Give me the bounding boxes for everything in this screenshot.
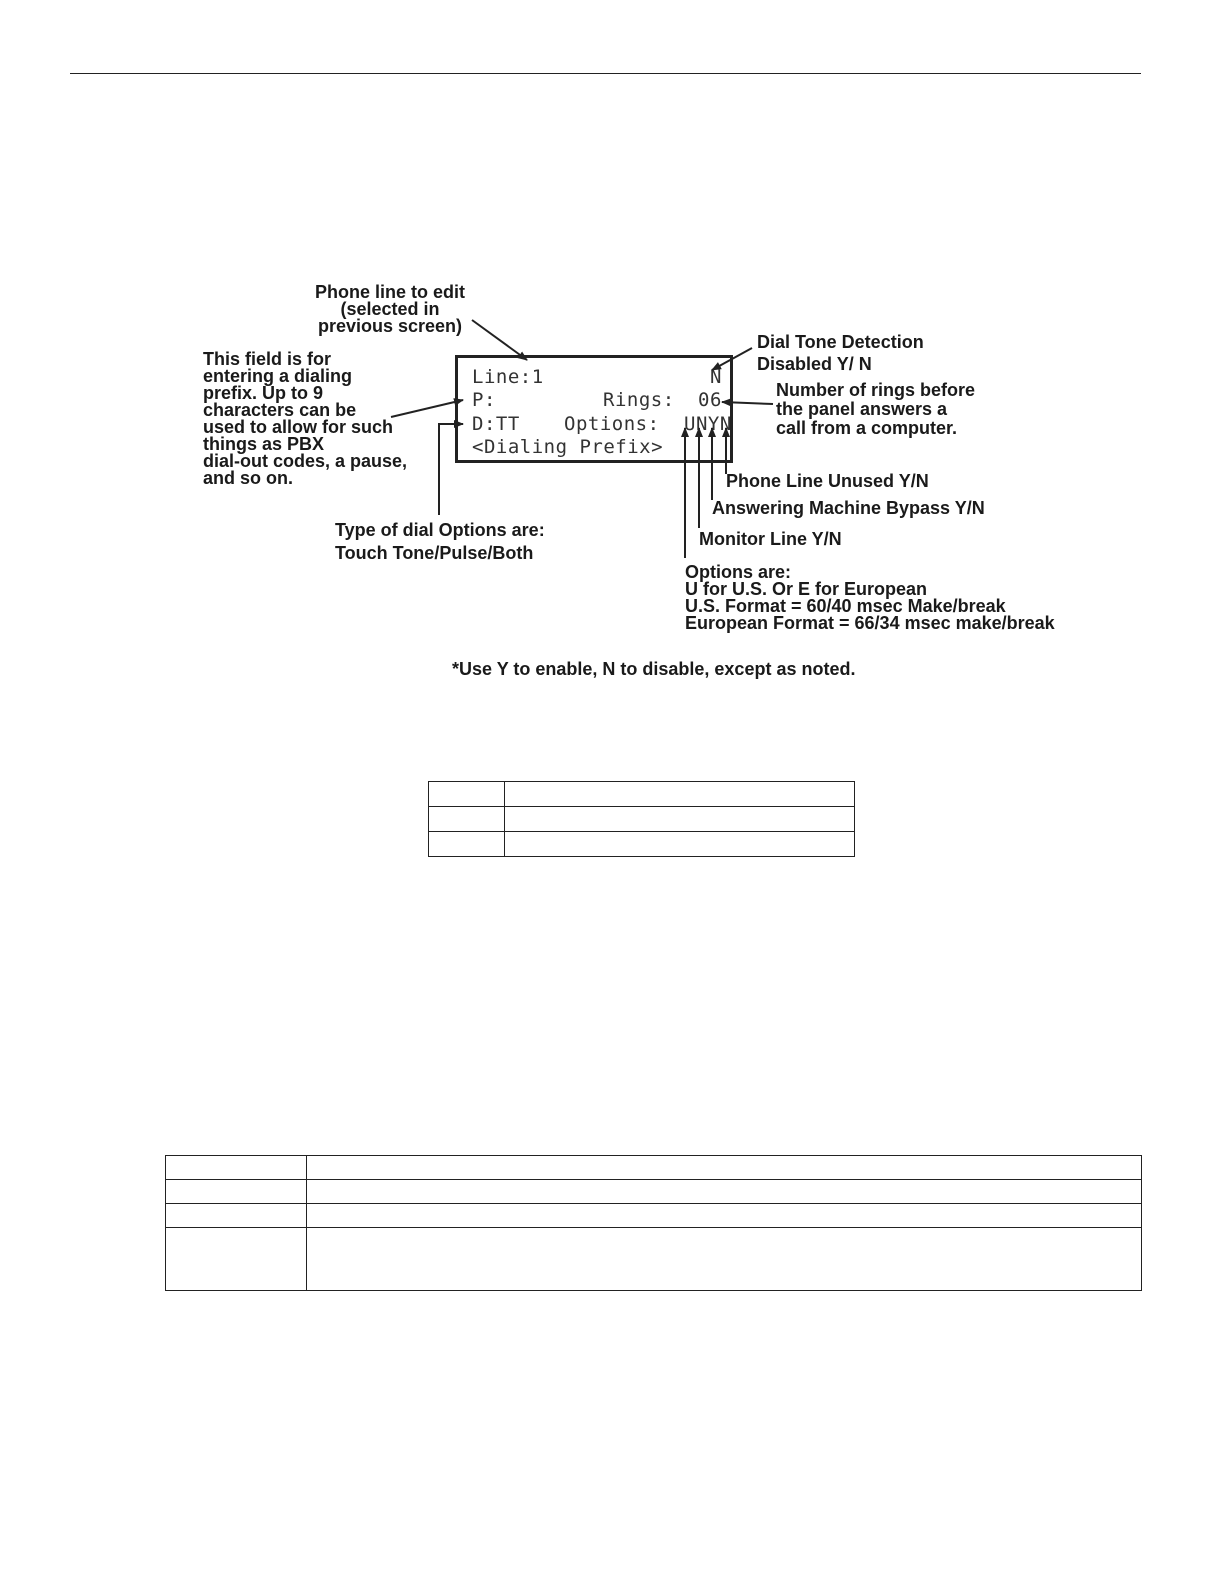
table-row <box>429 807 855 832</box>
arrow-rings <box>722 402 773 404</box>
label-options: Options are: U for U.S. Or E for European U.S. Format = 60/40 msec Make/break European Format = 66/34 msec make/break <box>685 562 1055 633</box>
lcd-options-label: Options: <box>564 413 660 435</box>
arrow-dialing-prefix <box>391 400 463 417</box>
label-dialing-prefix-field: This field is for entering a dialing prefix. Up to 9 characters can be used to allow for such things as PBX dial-out codes, a pause, and so on. <box>203 349 408 488</box>
phone-line-diagram <box>0 0 1224 700</box>
arrow-dial-type <box>439 424 463 515</box>
table-row <box>429 832 855 857</box>
table-row <box>166 1156 1142 1180</box>
arrow-dial-tone <box>712 348 752 370</box>
arrow-phone-line-edit <box>472 320 527 360</box>
enable-disable-note: *Use Y to enable, N to disable, except as noted. <box>452 659 856 679</box>
table-row <box>429 782 855 807</box>
label-dial-tone: Dial Tone Detection Disabled Y/ N <box>757 332 924 374</box>
large-table <box>165 1155 1142 1291</box>
lcd-rings-value: 06 <box>698 389 722 411</box>
label-answering-machine: Answering Machine Bypass Y/N <box>712 498 985 518</box>
lcd-options-value: UNYN <box>684 413 732 435</box>
lcd-line-label: Line:1 <box>472 366 544 388</box>
small-table <box>428 781 855 857</box>
leader-lines <box>0 0 1224 700</box>
label-rings: Number of rings before the panel answers a call from a computer. <box>776 380 976 438</box>
lcd-rings-label: Rings: <box>603 389 675 411</box>
label-phone-line-edit: Phone line to edit (selected in previous screen) <box>314 282 465 336</box>
table-row <box>166 1204 1142 1228</box>
label-monitor-line: Monitor Line Y/N <box>699 529 842 549</box>
table-row <box>166 1180 1142 1204</box>
lcd-prefix-label: P: <box>472 389 496 411</box>
lcd-prefix-placeholder: <Dialing Prefix> <box>472 436 664 458</box>
table-row <box>166 1228 1142 1291</box>
lcd-dial-type: D:TT <box>472 413 520 435</box>
lcd-dial-tone-value: N <box>710 366 722 388</box>
label-phone-line-unused: Phone Line Unused Y/N <box>726 471 929 491</box>
label-dial-type: Type of dial Options are: Touch Tone/Pulse/Both <box>335 520 545 563</box>
